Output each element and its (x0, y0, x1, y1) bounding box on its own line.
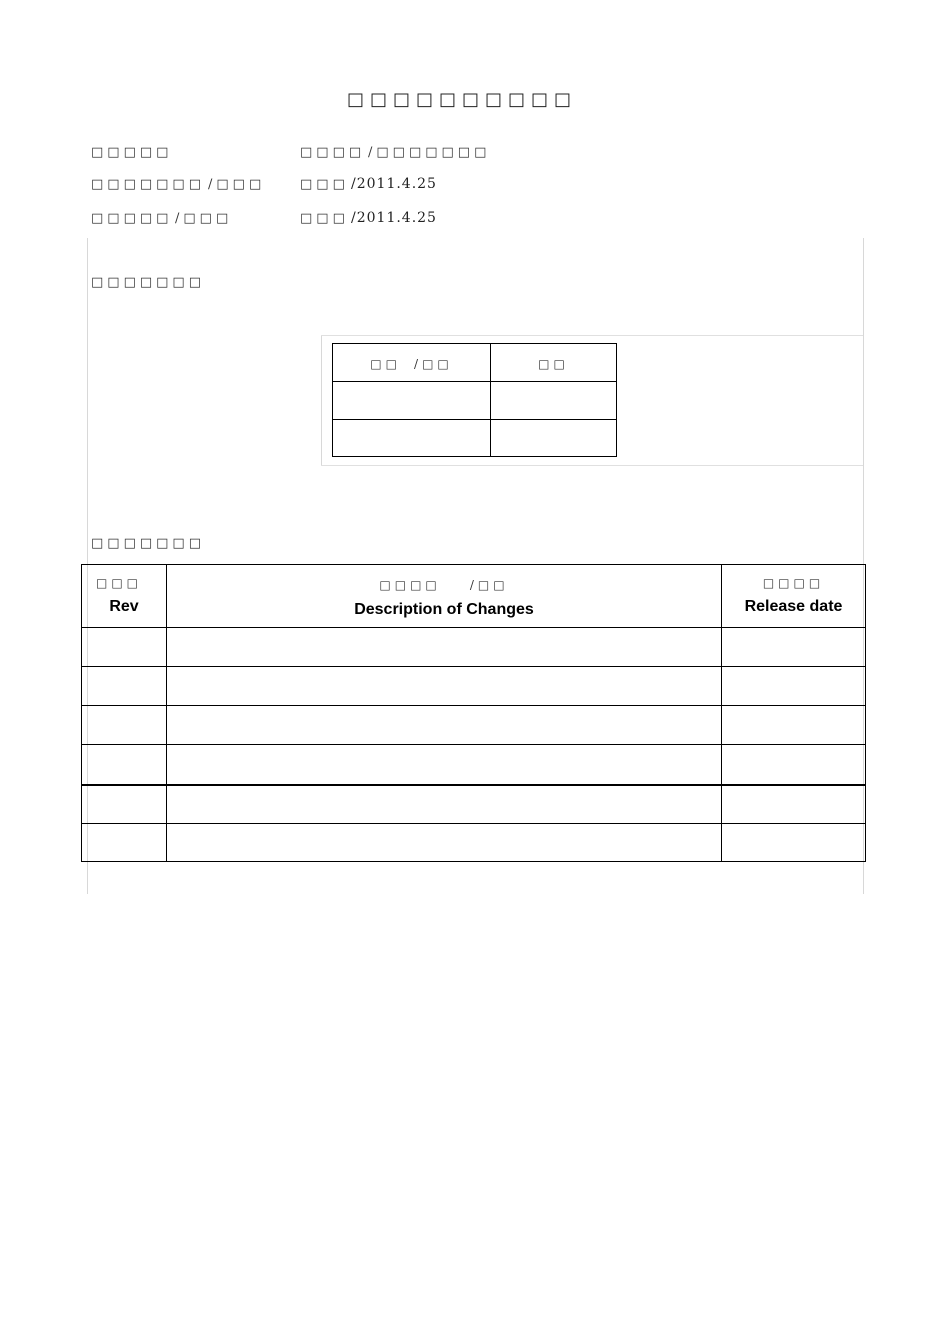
info-label-3: □□□□□ (91, 211, 173, 226)
sign-table (332, 343, 617, 457)
sign-box-top-line (321, 335, 863, 336)
info-slash-value-3: /□□□ (175, 211, 233, 226)
info-slash-value-2: /□□□ (208, 177, 266, 192)
document-title: □□□□□□□□□□ (347, 89, 578, 110)
rev-header-rev-en: Rev (109, 598, 139, 615)
sign-table-header-1 (333, 344, 491, 382)
rev-cell-date[interactable] (722, 785, 866, 824)
sign-table-header-1-suffix: /□□ (414, 357, 453, 371)
rev-cell-description[interactable] (167, 824, 722, 862)
rev-cell-rev[interactable] (82, 785, 167, 824)
rev-cell-date[interactable] (722, 628, 866, 667)
rev-header-description-cn-line (167, 574, 721, 593)
sign-table-cell[interactable] (491, 420, 617, 457)
sign-table-header-2 (491, 344, 617, 382)
section-label-revisions: □□□□□□□ (91, 536, 205, 551)
sign-table-header-1-text: □□ (370, 357, 401, 371)
rev-cell-description[interactable] (167, 628, 722, 667)
info-right-label-2: □□□ (300, 177, 349, 192)
sign-box-left-line (321, 335, 322, 466)
info-right-value-1: /□□□□□□□ (368, 145, 491, 160)
rev-cell-description[interactable] (167, 785, 722, 824)
sign-table-cell[interactable] (333, 382, 491, 420)
rev-cell-date[interactable] (722, 824, 866, 862)
rev-cell-rev[interactable] (82, 628, 167, 667)
rev-header-release-date-cn: □□□□ (762, 576, 825, 590)
rev-cell-description[interactable] (167, 706, 722, 745)
info-date-2: /2011.4.25 (351, 176, 437, 192)
revision-table (81, 564, 866, 862)
sign-box-bottom-line (321, 465, 863, 466)
rev-header-rev-cn: □□□ (96, 576, 143, 590)
rev-header-release-date (722, 565, 866, 628)
rev-cell-description[interactable] (167, 745, 722, 785)
rev-cell-description[interactable] (167, 667, 722, 706)
rev-header-description (167, 565, 722, 628)
sign-table-header-2-text: □□ (538, 357, 569, 371)
section-label-approval: □□□□□□□ (91, 275, 205, 290)
rev-header-description-cn: □□□□ (379, 577, 441, 592)
info-label-1: □□□□□ (91, 145, 173, 160)
rev-cell-rev[interactable] (82, 824, 167, 862)
rev-cell-date[interactable] (722, 745, 866, 785)
rev-cell-rev[interactable] (82, 667, 167, 706)
rev-header-description-en: Description of Changes (354, 600, 534, 618)
rev-header-rev (82, 565, 167, 628)
rev-cell-date[interactable] (722, 706, 866, 745)
sign-table-cell[interactable] (491, 382, 617, 420)
rev-cell-rev[interactable] (82, 706, 167, 745)
rev-header-description-cn-suffix: /□□ (469, 577, 509, 592)
sign-table-cell[interactable] (333, 420, 491, 457)
info-label-2: □□□□□□□ (91, 177, 205, 192)
rev-cell-date[interactable] (722, 667, 866, 706)
info-right-label-1: □□□□ (300, 145, 366, 160)
rev-header-release-date-en: Release date (744, 598, 843, 615)
rev-cell-rev[interactable] (82, 745, 167, 785)
info-right-label-3: □□□ (300, 211, 349, 226)
info-date-3: /2011.4.25 (351, 210, 437, 226)
